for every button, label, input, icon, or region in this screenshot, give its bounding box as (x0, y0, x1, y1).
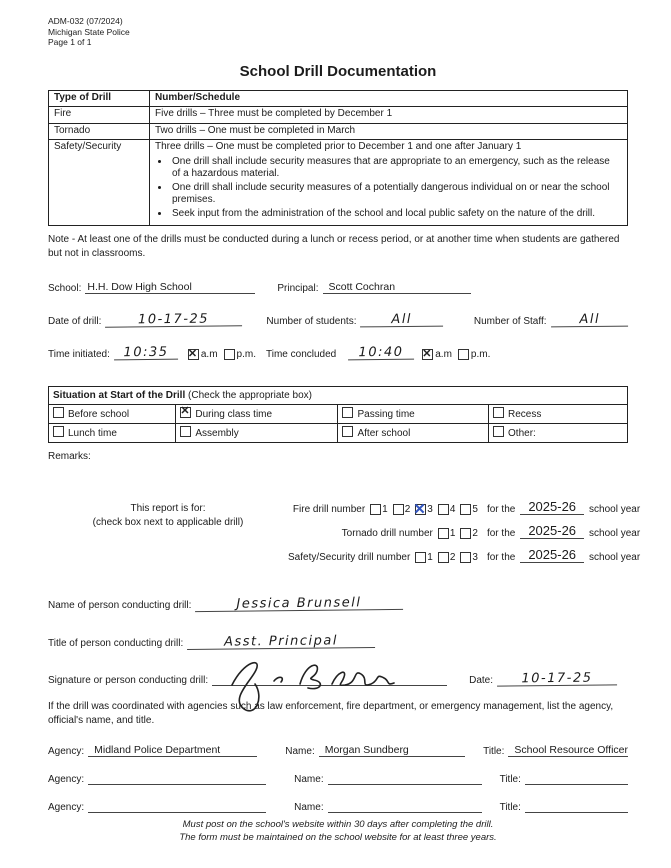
principal-label: Principal: (277, 283, 319, 294)
drill-schedule-table (48, 90, 628, 227)
safety-school-year-field[interactable]: 2025-26 (520, 548, 584, 563)
situation-row (49, 424, 628, 443)
checkbox[interactable] (493, 407, 504, 418)
agency-row-1 (48, 744, 628, 757)
drill-schedule: Five drills – Three must be completed by December 1 (150, 107, 628, 124)
column-header-type: Type of Drill (49, 90, 150, 107)
time-initiated-am-checkbox[interactable] (188, 349, 199, 360)
safety-bullet-list (157, 156, 620, 221)
fire-checkbox-2[interactable] (393, 504, 404, 515)
signature-date-field[interactable]: 10-17-25 (497, 671, 617, 686)
coordination-note: If the drill was coordinated with agencies such as law enforcement, fire department, or emergency management, list the agency, official's name, and title. (48, 701, 614, 726)
time-concluded-pm-checkbox[interactable] (458, 349, 469, 360)
for-the-label: for the (486, 552, 516, 563)
situation-table (48, 386, 628, 443)
checkbox[interactable] (342, 426, 353, 437)
drill-type: Tornado (49, 123, 150, 140)
fire-checkbox-1[interactable] (370, 504, 381, 515)
signature-scribble-icon (222, 657, 422, 691)
agency-name-field-2[interactable] (328, 784, 482, 785)
fire-drill-number-label: Fire drill number (292, 504, 366, 515)
pm-label: p.m. (470, 349, 491, 360)
checkbox-number: 5 (472, 504, 478, 515)
time-concluded-label: Time concluded (266, 349, 337, 360)
am-label: a.m (200, 349, 218, 360)
checkbox-number: 2 (404, 504, 411, 515)
checkbox[interactable] (180, 407, 191, 418)
agency-title-field-1[interactable]: School Resource Officer (508, 744, 628, 757)
table-row-safety-security (49, 140, 628, 226)
title-label: Title: (483, 746, 505, 757)
drill-type: Safety/Security (49, 140, 150, 226)
drill-date-label: Date of drill: (48, 316, 102, 327)
checkbox-number: 1 (427, 552, 433, 563)
for-the-label: for the (486, 504, 516, 515)
drill-number-lines (288, 500, 640, 572)
option-other[interactable] (489, 424, 628, 443)
time-initiated-field[interactable]: 10:35 (114, 346, 178, 361)
agency-label: Agency: (48, 746, 85, 757)
name-label: Name: (285, 746, 315, 757)
option-label: Recess (508, 409, 542, 420)
checkbox-number: 3 (427, 504, 433, 515)
time-concluded-am-checkbox[interactable] (422, 349, 433, 360)
school-label: School: (48, 283, 82, 294)
option-label: Passing time (357, 409, 415, 420)
agency-field-3[interactable] (88, 812, 266, 813)
table-row-tornado (49, 123, 628, 140)
report-for-section (48, 499, 641, 572)
safety-checkbox-3[interactable] (460, 552, 471, 563)
option-label: Other: (508, 428, 536, 439)
am-label: a.m (435, 349, 452, 360)
safety-drill-number-label: Safety/Security drill number (288, 552, 411, 563)
students-field[interactable]: All (360, 313, 444, 328)
situation-header-row (49, 387, 628, 405)
form-number: ADM-032 (07/2024) (48, 16, 123, 26)
conductor-name-label: Name of person conducting drill: (48, 600, 192, 611)
checkbox[interactable] (53, 407, 64, 418)
conductor-title-label: Title of person conducting drill: (48, 638, 184, 649)
agency-title-field-2[interactable] (525, 784, 628, 785)
situation-header-bold: Situation at Start of the Drill (53, 390, 186, 401)
option-recess[interactable] (489, 405, 628, 424)
tornado-school-year-field[interactable]: 2025-26 (520, 524, 584, 539)
title-label: Title: (499, 774, 521, 785)
checkbox-number: 2 (472, 528, 478, 539)
pm-label: p.m. (236, 349, 256, 360)
school-year-label: school year (589, 528, 641, 539)
drill-schedule-text: Three drills – One must be completed prior to December 1 and one after January 1 (155, 141, 522, 152)
staff-label: Number of Staff: (473, 316, 547, 327)
report-for-intro (48, 500, 288, 572)
table-row-fire (49, 107, 628, 124)
title-label: Title: (499, 802, 521, 813)
bullet-item: • One drill shall include security measures of a potentially dangerous individual on or near the school premises. (170, 182, 620, 207)
remarks-label: Remarks: (48, 451, 91, 462)
footer-line-2: The form must be maintained on the school website for at least three years. (179, 831, 497, 843)
checkbox-number: 1 (449, 528, 456, 539)
page-count: Page 1 of 1 (48, 37, 92, 47)
agency-title-field-3[interactable] (525, 812, 628, 813)
lunch-recess-note: Note - At least one of the drills must be conducted during a lunch or recess period, or at another time when students are gathered but not in classrooms. (48, 234, 620, 259)
checkbox-number: 3 (472, 552, 478, 563)
tornado-checkbox-2[interactable] (460, 528, 471, 539)
option-label: Lunch time (68, 428, 117, 439)
agency-name-field-3[interactable] (328, 812, 482, 813)
issuing-agency: Michigan State Police (48, 26, 130, 37)
option-after-school[interactable] (338, 424, 489, 443)
for-the-label: for the (486, 528, 516, 539)
agency-label: Agency: (48, 774, 85, 785)
time-concluded-field[interactable]: 10:40 (348, 346, 414, 361)
conductor-title-field[interactable]: Asst. Principal (187, 634, 375, 650)
principal-field[interactable]: Scott Cochran (323, 281, 471, 294)
conductor-name-field[interactable]: Jessica Brunsell (195, 596, 403, 612)
agency-field-2[interactable] (88, 784, 266, 785)
option-label: After school (357, 428, 411, 439)
page-title: School Drill Documentation (239, 62, 437, 80)
report-for-line1: This report is for: (130, 503, 206, 514)
tornado-drill-number-label: Tornado drill number (341, 528, 433, 539)
students-label: Number of students: (266, 316, 357, 327)
agency-row-3 (48, 802, 628, 813)
time-initiated-pm-checkbox[interactable] (224, 349, 235, 360)
situation-row (49, 405, 628, 424)
safety-drill-number-line (288, 548, 640, 563)
name-label: Name: (294, 802, 324, 813)
signature-field[interactable] (212, 669, 447, 686)
option-during-class-time[interactable] (176, 405, 338, 424)
table-header-row (49, 90, 628, 107)
fire-checkbox-3[interactable] (415, 504, 426, 515)
agency-row-2 (48, 774, 628, 785)
bullet-item: • Seek input from the administration of the school and local public safety on the nature of the drill. (170, 208, 620, 221)
time-initiated-label: Time initiated: (48, 349, 110, 360)
column-header-schedule: Number/Schedule (150, 90, 628, 107)
checkbox[interactable] (180, 426, 191, 437)
checkbox-number: 4 (449, 504, 456, 515)
agency-label: Agency: (48, 802, 85, 813)
situation-header (49, 387, 628, 405)
report-for-line2: (check box next to applicable drill) (92, 517, 244, 528)
option-label: During class time (195, 409, 273, 420)
option-label: Before school (68, 409, 130, 420)
option-assembly[interactable] (176, 424, 338, 443)
option-label: Assembly (195, 428, 239, 439)
drill-type: Fire (49, 107, 150, 124)
safety-checkbox-2[interactable] (438, 552, 449, 563)
agency-name-field-1[interactable]: Morgan Sundberg (319, 744, 465, 757)
agency-field-1[interactable]: Midland Police Department (88, 744, 257, 757)
fire-drill-number-line (288, 500, 640, 515)
form-meta (48, 16, 628, 48)
checkbox[interactable] (53, 426, 64, 437)
safety-checkbox-1[interactable] (415, 552, 426, 563)
option-passing-time[interactable] (338, 405, 489, 424)
option-lunch-time[interactable] (49, 424, 176, 443)
option-before-school[interactable] (49, 405, 176, 424)
school-year-label: school year (589, 552, 641, 563)
signature-date-label: Date: (469, 675, 493, 686)
checkbox-number: 2 (449, 552, 456, 563)
fire-school-year-field[interactable]: 2025-26 (520, 500, 584, 515)
bullet-item: • One drill shall include security measures that are appropriate to an emergency, such as the release of a hazardous material. (170, 156, 620, 181)
tornado-drill-number-line (288, 524, 640, 539)
tornado-checkbox-1[interactable] (438, 528, 449, 539)
name-label: Name: (294, 774, 324, 785)
fire-checkbox-5[interactable] (460, 504, 471, 515)
school-year-label: school year (589, 504, 641, 515)
drill-date-field[interactable]: 10-17-25 (105, 312, 242, 327)
situation-header-rest: (Check the appropriate box) (185, 390, 312, 401)
posting-requirements (48, 819, 628, 844)
checkbox[interactable] (493, 426, 504, 437)
fire-checkbox-4[interactable] (438, 504, 449, 515)
footer-line-1: Must post on the school's website within 30 days after completing the drill. (182, 819, 494, 830)
signature-label: Signature or person conducting drill: (48, 675, 209, 686)
drill-schedule: Two drills – One must be completed in March (150, 123, 628, 140)
checkbox[interactable] (342, 407, 353, 418)
school-field[interactable]: H.H. Dow High School (85, 281, 255, 294)
checkbox-number: 1 (382, 504, 388, 515)
staff-field[interactable]: All (550, 313, 628, 328)
drill-schedule (150, 140, 628, 226)
